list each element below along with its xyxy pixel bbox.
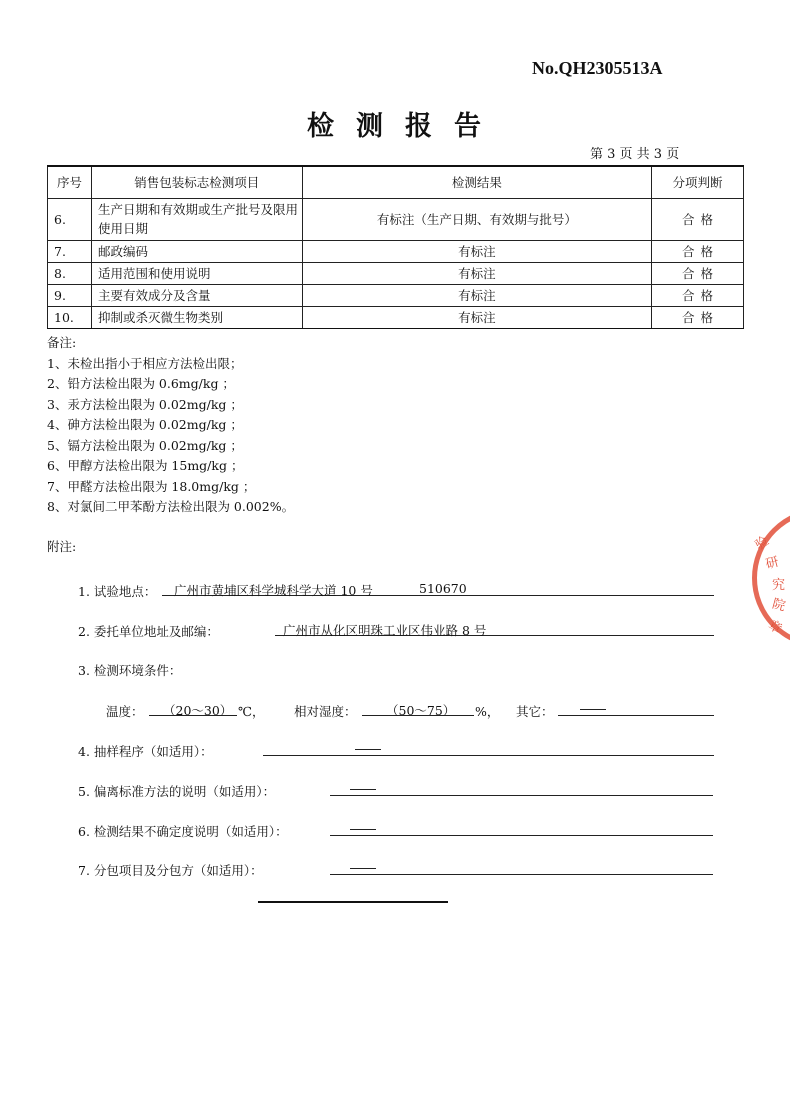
env-label: 3. 检测环境条件： [78,663,182,678]
subcontract-label: 7. 分包项目及分包方（如适用）： [78,863,263,878]
deviation-line [330,780,713,796]
row-no: 8. [48,262,92,284]
other-label: 其它： [516,704,554,719]
test-location-postcode: 510670 [419,581,467,596]
row-item: 适用范围和使用说明 [91,262,302,284]
remark-line: 4、砷方法检出限为 0.02mg/kg ； [47,417,243,432]
row-no: 7. [48,240,92,262]
row-item: 主要有效成分及含量 [91,284,302,306]
remark-line: 7、甲醛方法检出限为 18.0mg/kg ； [47,478,256,494]
row-no: 9. [48,284,92,306]
row-no: 10. [48,306,92,328]
other-line [558,700,714,716]
remarks-block [47,333,294,518]
header-item: 销售包装标志检测项目 [91,166,302,198]
subcontract-line [330,859,713,875]
client-address-line [275,620,714,636]
appendix-title: 附注: [47,539,77,554]
row-item: 生产日期和有效期或生产批号及限用使用日期 [91,198,302,240]
remark-line: 3、汞方法检出限为 0.02mg/kg ； [47,396,243,412]
header-result: 检测结果 [302,166,651,198]
remark-line: 6、甲醇方法检出限为 15mg/kg ； [47,458,244,473]
client-address-label: 2. 委托单位地址及邮编： [78,624,219,639]
row-judgement: 合格 [652,284,744,306]
results-table [47,165,744,329]
remark-line: 8、对氯间二甲苯酚方法检出限为 0.002%。 [47,499,295,514]
remark-line: 1、未检出指小于相应方法检出限； [47,355,243,371]
row-item: 邮政编码 [91,240,302,262]
report-number: No.QH2305513A [532,58,663,78]
table-header-row [48,166,744,198]
sampling-label: 4. 抽样程序（如适用）： [78,744,213,759]
row-judgement: 合格 [652,262,744,284]
report-title: 检测报告 [307,111,503,142]
test-location-line [162,580,714,596]
test-location-label: 1. 试验地点： [78,584,157,599]
table-row [48,198,744,240]
humidity-value: （50～75） [386,703,456,718]
humidity-line [362,700,474,716]
sampling-dash [355,742,381,750]
header-no: 序号 [48,166,92,198]
seal-lettering: 验 研 究 院 章 [752,533,787,638]
humidity-unit: %， [475,704,500,719]
table-row [48,306,744,328]
client-address-value: 广州市从化区明珠工业区伟业路 8 号 [283,623,487,638]
uncertainty-label: 6. 检测结果不确定度说明（如适用）： [78,824,288,839]
other-dash [580,702,606,710]
page-info: 第 3 页 共 3 页 [590,147,680,162]
row-judgement: 合格 [652,306,744,328]
row-result: 有标注 [302,240,651,262]
remarks-title: 备注: [47,335,77,350]
temperature-line [149,700,237,716]
remark-line: 5、镉方法检出限为 0.02mg/kg ； [47,437,243,453]
table-row [48,284,744,306]
test-location-value: 广州市黄埔区科学城科学大道 10 号 [174,583,373,598]
header-judgement: 分项判断 [652,166,744,198]
row-judgement: 合格 [652,240,744,262]
row-result: 有标注 [302,306,651,328]
end-of-report-line [258,901,448,903]
deviation-label: 5. 偏离标准方法的说明（如适用）： [78,784,276,799]
row-result: 有标注 [302,284,651,306]
humidity-label: 相对湿度： [294,704,357,719]
table-row [48,240,744,262]
row-judgement: 合格 [652,198,744,240]
row-result: 有标注（生产日期、有效期与批号） [302,198,651,240]
deviation-dash [350,782,376,790]
sampling-line [263,740,714,756]
temperature-value: （20～30） [163,703,233,718]
temperature-label: 温度： [106,704,144,719]
table-row [48,262,744,284]
temperature-unit: ℃， [238,704,265,719]
row-result: 有标注 [302,262,651,284]
subcontract-dash [350,861,376,869]
uncertainty-dash [350,822,376,830]
uncertainty-line [330,820,713,836]
row-item: 抑制或杀灭微生物类别 [91,306,302,328]
row-no: 6. [48,198,92,240]
remark-line: 2、铅方法检出限为 0.6mg/kg ； [47,376,235,391]
